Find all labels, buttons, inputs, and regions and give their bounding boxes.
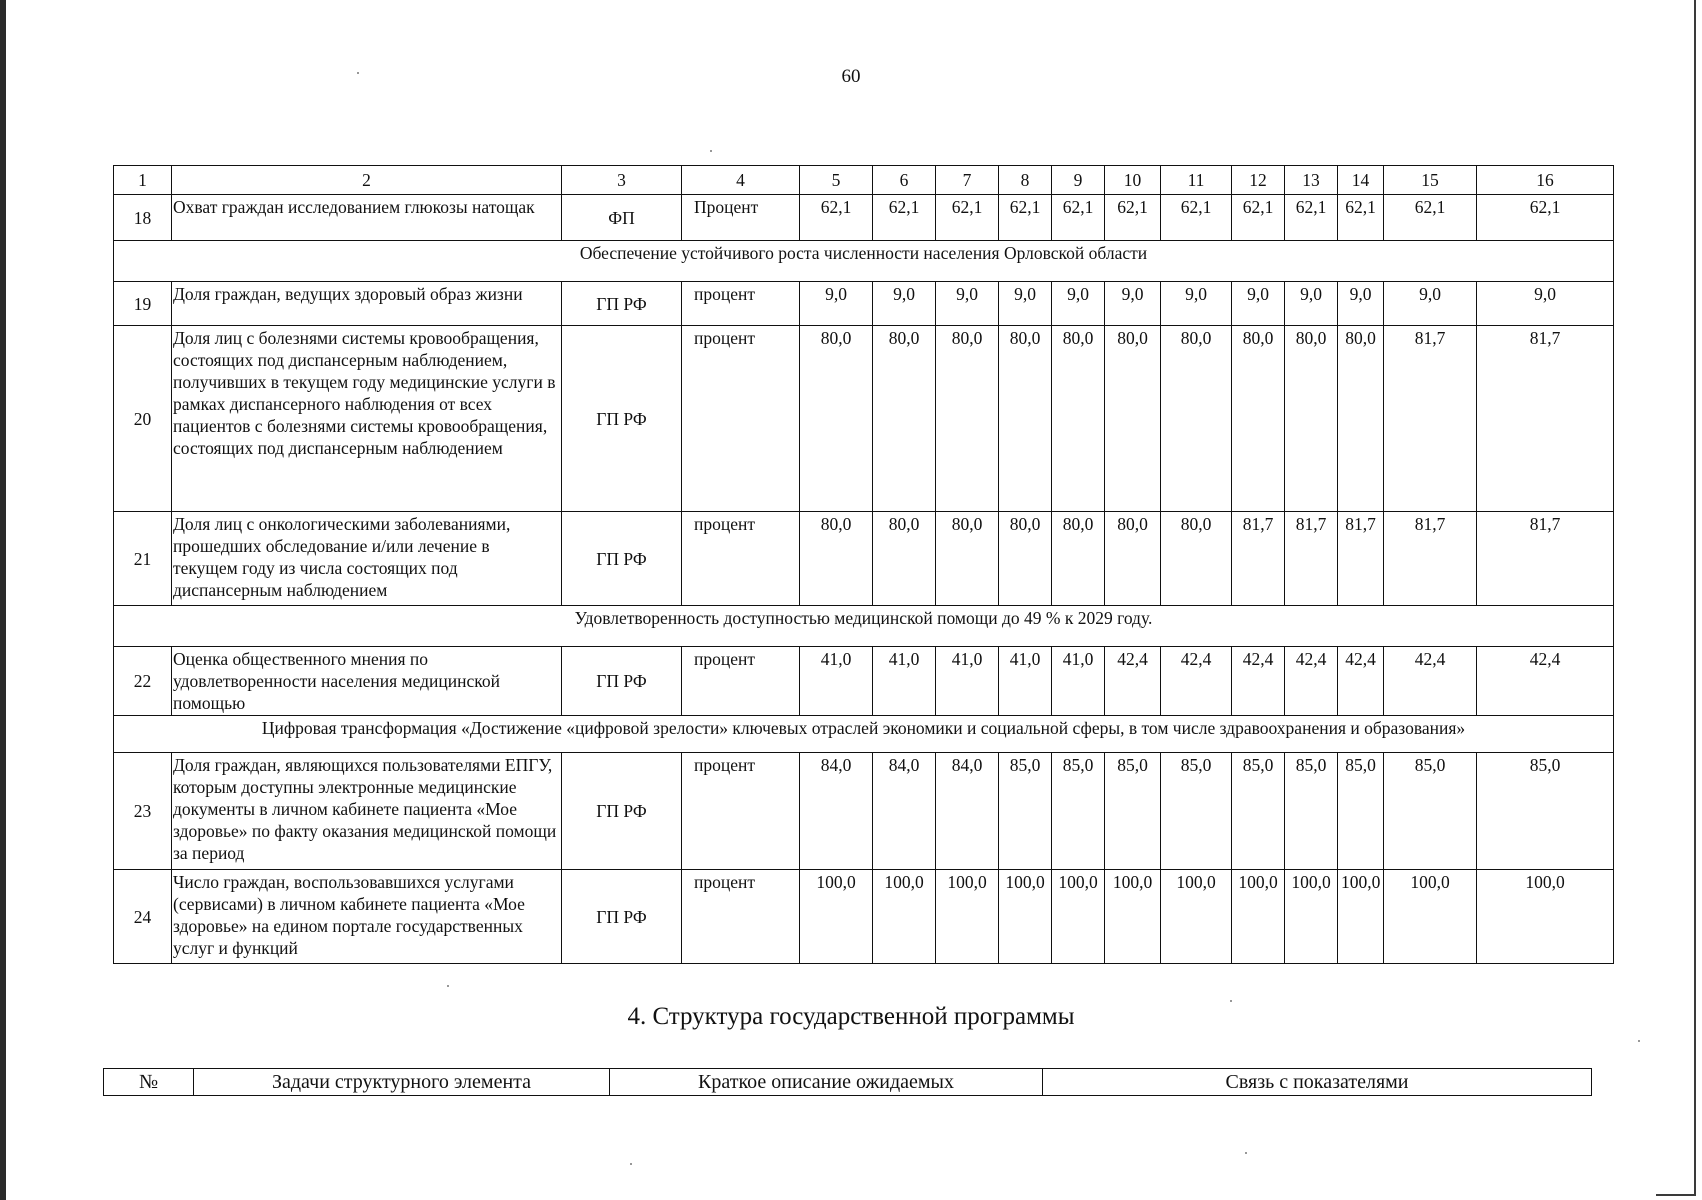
indicator-value: 85,0	[999, 753, 1052, 870]
indicator-value: 81,7	[1384, 326, 1477, 512]
column-number: 6	[873, 166, 936, 195]
indicator-name: Охват граждан исследованием глюкозы натощак	[172, 195, 562, 241]
indicator-name: Доля лиц с онкологическими заболеваниями, прошедших обследование и/или лечение в текущем году из числа состоящих под диспансерным наблюдением	[172, 512, 562, 606]
indicator-unit: Процент	[682, 195, 800, 241]
indicator-level: ГП РФ	[562, 282, 682, 326]
indicator-value: 80,0	[999, 512, 1052, 606]
scan-speck	[710, 150, 712, 152]
indicator-value: 85,0	[1105, 753, 1161, 870]
scan-speck	[1638, 1040, 1640, 1042]
column-number: 2	[172, 166, 562, 195]
column-number: 7	[936, 166, 999, 195]
indicator-value: 100,0	[1384, 870, 1477, 964]
indicator-number: 22	[114, 647, 172, 716]
indicator-value: 84,0	[873, 753, 936, 870]
indicator-unit: процент	[682, 282, 800, 326]
indicator-value: 41,0	[1052, 647, 1105, 716]
indicator-value: 9,0	[873, 282, 936, 326]
indicator-value: 100,0	[1338, 870, 1384, 964]
indicator-value: 80,0	[1052, 512, 1105, 606]
scan-speck	[447, 985, 449, 987]
indicator-value: 80,0	[1161, 326, 1232, 512]
section-row	[114, 716, 1614, 753]
structure-header-indicators-link: Связь с показателями	[1043, 1069, 1592, 1096]
indicator-value: 80,0	[1232, 326, 1285, 512]
indicator-value: 80,0	[1105, 512, 1161, 606]
indicator-value: 100,0	[999, 870, 1052, 964]
indicator-level: ФП	[562, 195, 682, 241]
column-number: 5	[800, 166, 873, 195]
indicator-value: 42,4	[1161, 647, 1232, 716]
column-number: 10	[1105, 166, 1161, 195]
indicator-value: 81,7	[1384, 512, 1477, 606]
indicators-table	[113, 165, 1614, 964]
indicator-number: 19	[114, 282, 172, 326]
indicator-value: 41,0	[999, 647, 1052, 716]
indicator-value: 80,0	[1105, 326, 1161, 512]
indicator-value: 62,1	[1477, 195, 1614, 241]
structure-table	[103, 1068, 1592, 1096]
indicator-value: 62,1	[1384, 195, 1477, 241]
indicator-row	[114, 753, 1614, 870]
indicator-value: 62,1	[1232, 195, 1285, 241]
indicator-unit: процент	[682, 512, 800, 606]
indicator-value: 9,0	[800, 282, 873, 326]
structure-header-tasks: Задачи структурного элемента	[194, 1069, 610, 1096]
scan-speck	[357, 72, 359, 74]
indicator-value: 85,0	[1285, 753, 1338, 870]
indicator-value: 62,1	[999, 195, 1052, 241]
indicator-value: 41,0	[873, 647, 936, 716]
indicator-value: 9,0	[936, 282, 999, 326]
indicator-value: 62,1	[1105, 195, 1161, 241]
indicator-value: 9,0	[999, 282, 1052, 326]
indicator-value: 42,4	[1232, 647, 1285, 716]
indicator-value: 84,0	[936, 753, 999, 870]
indicator-name: Число граждан, воспользовавшихся услугами (сервисами) в личном кабинете пациента «Мое здоровье» на едином портале государственных услуг и функций	[172, 870, 562, 964]
indicator-value: 62,1	[1338, 195, 1384, 241]
indicator-value: 80,0	[800, 326, 873, 512]
section-row	[114, 241, 1614, 282]
indicator-value: 80,0	[1161, 512, 1232, 606]
indicator-value: 9,0	[1384, 282, 1477, 326]
indicator-level: ГП РФ	[562, 326, 682, 512]
section-title: Обеспечение устойчивого роста численности населения Орловской области	[114, 241, 1614, 282]
indicator-value: 62,1	[1052, 195, 1105, 241]
indicator-row	[114, 870, 1614, 964]
indicator-value: 9,0	[1105, 282, 1161, 326]
indicator-value: 9,0	[1232, 282, 1285, 326]
indicator-number: 20	[114, 326, 172, 512]
indicator-value: 100,0	[800, 870, 873, 964]
indicator-value: 41,0	[936, 647, 999, 716]
indicator-value: 62,1	[1161, 195, 1232, 241]
indicator-value: 100,0	[1105, 870, 1161, 964]
indicator-name: Оценка общественного мнения по удовлетворенности населения медицинской помощью	[172, 647, 562, 716]
indicator-value: 80,0	[873, 326, 936, 512]
indicator-value: 81,7	[1285, 512, 1338, 606]
indicator-value: 80,0	[1285, 326, 1338, 512]
indicator-value: 80,0	[936, 326, 999, 512]
indicator-value: 80,0	[1338, 326, 1384, 512]
indicator-value: 80,0	[800, 512, 873, 606]
indicator-value: 80,0	[999, 326, 1052, 512]
column-number: 13	[1285, 166, 1338, 195]
indicator-value: 42,4	[1338, 647, 1384, 716]
indicator-value: 9,0	[1338, 282, 1384, 326]
scan-speck	[630, 1163, 632, 1165]
page-number: 60	[841, 66, 861, 87]
indicator-value: 42,4	[1477, 647, 1614, 716]
indicator-level: ГП РФ	[562, 753, 682, 870]
column-number: 9	[1052, 166, 1105, 195]
indicator-number: 21	[114, 512, 172, 606]
indicator-value: 80,0	[873, 512, 936, 606]
structure-header-description: Краткое описание ожидаемых	[610, 1069, 1043, 1096]
indicator-value: 41,0	[800, 647, 873, 716]
indicator-value: 9,0	[1285, 282, 1338, 326]
column-number: 4	[682, 166, 800, 195]
indicator-value: 100,0	[873, 870, 936, 964]
indicator-row	[114, 647, 1614, 716]
indicator-unit: процент	[682, 870, 800, 964]
indicator-value: 81,7	[1477, 512, 1614, 606]
indicator-value: 100,0	[936, 870, 999, 964]
indicator-row	[114, 195, 1614, 241]
indicator-level: ГП РФ	[562, 647, 682, 716]
indicator-value: 85,0	[1232, 753, 1285, 870]
indicator-name: Доля лиц с болезнями системы кровообращения, состоящих под диспансерным наблюдением, получивших в текущем году медицинские услуги в рамках диспансерного наблюдения от всех пациентов с болезнями системы кровообращения, состоящих под диспансерным наблюдением	[172, 326, 562, 512]
column-number: 1	[114, 166, 172, 195]
indicator-value: 100,0	[1285, 870, 1338, 964]
indicator-level: ГП РФ	[562, 870, 682, 964]
indicator-value: 42,4	[1285, 647, 1338, 716]
indicator-value: 62,1	[936, 195, 999, 241]
indicator-row	[114, 512, 1614, 606]
indicator-value: 9,0	[1161, 282, 1232, 326]
column-number: 8	[999, 166, 1052, 195]
section-row	[114, 606, 1614, 647]
indicator-level: ГП РФ	[562, 512, 682, 606]
section-title: Удовлетворенность доступностью медицинской помощи до 49 % к 2029 году.	[114, 606, 1614, 647]
section-title: Цифровая трансформация «Достижение «цифровой зрелости» ключевых отраслей экономики и социальной сферы, в том числе здравоохранения и образования»	[114, 716, 1614, 753]
structure-header-number: №	[104, 1069, 194, 1096]
indicator-value: 85,0	[1052, 753, 1105, 870]
indicator-value: 42,4	[1384, 647, 1477, 716]
indicator-row	[114, 326, 1614, 512]
indicator-unit: процент	[682, 753, 800, 870]
indicator-value: 9,0	[1477, 282, 1614, 326]
indicator-value: 80,0	[1052, 326, 1105, 512]
column-number-row	[114, 166, 1614, 195]
section-heading: 4. Структура государственной программы	[627, 1003, 1075, 1030]
indicator-value: 42,4	[1105, 647, 1161, 716]
indicator-value: 81,7	[1477, 326, 1614, 512]
structure-header-row	[104, 1069, 1592, 1096]
indicator-value: 84,0	[800, 753, 873, 870]
indicator-number: 23	[114, 753, 172, 870]
indicator-value: 85,0	[1477, 753, 1614, 870]
indicator-name: Доля граждан, ведущих здоровый образ жизни	[172, 282, 562, 326]
column-number: 11	[1161, 166, 1232, 195]
indicator-value: 85,0	[1161, 753, 1232, 870]
column-number: 12	[1232, 166, 1285, 195]
indicator-value: 62,1	[800, 195, 873, 241]
indicator-value: 81,7	[1232, 512, 1285, 606]
indicator-value: 100,0	[1477, 870, 1614, 964]
column-number: 15	[1384, 166, 1477, 195]
indicator-value: 85,0	[1384, 753, 1477, 870]
scan-speck	[1245, 1152, 1247, 1154]
indicator-value: 100,0	[1161, 870, 1232, 964]
scan-speck	[1230, 1000, 1232, 1002]
indicator-value: 100,0	[1232, 870, 1285, 964]
indicator-unit: процент	[682, 326, 800, 512]
indicator-value: 85,0	[1338, 753, 1384, 870]
column-number: 14	[1338, 166, 1384, 195]
indicator-value: 100,0	[1052, 870, 1105, 964]
indicator-value: 62,1	[873, 195, 936, 241]
column-number: 16	[1477, 166, 1614, 195]
indicator-number: 18	[114, 195, 172, 241]
indicator-value: 62,1	[1285, 195, 1338, 241]
indicator-row	[114, 282, 1614, 326]
scan-bottom-edge	[1656, 1194, 1696, 1196]
indicator-unit: процент	[682, 647, 800, 716]
indicator-number: 24	[114, 870, 172, 964]
indicator-value: 9,0	[1052, 282, 1105, 326]
indicator-value: 80,0	[936, 512, 999, 606]
column-number: 3	[562, 166, 682, 195]
indicator-value: 81,7	[1338, 512, 1384, 606]
indicator-name: Доля граждан, являющихся пользователями ЕПГУ, которым доступны электронные медицинские документы в личном кабинете пациента «Мое здоровье» по факту оказания медицинской помощи за период	[172, 753, 562, 870]
